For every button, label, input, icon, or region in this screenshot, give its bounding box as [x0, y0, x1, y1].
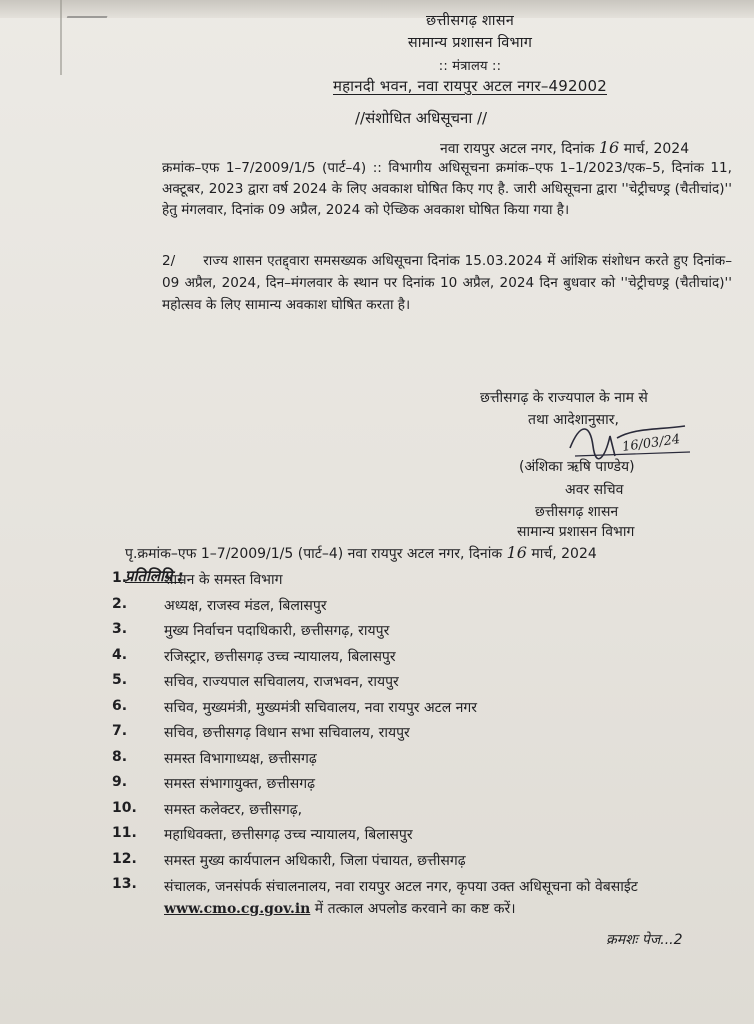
- copy-to-list: [112, 562, 732, 917]
- signature-line-1: छत्तीसगढ़ के राज्यपाल के नाम से: [480, 390, 648, 406]
- list-item-text-end: में तत्काल अपलोड करवाने का कष्ट करें।: [314, 901, 516, 917]
- continued-page-note: क्रमशः पेज...2: [606, 932, 683, 948]
- issue-date-prefix: नवा रायपुर अटल नगर, दिनांक: [440, 141, 595, 157]
- header-government: छत्तीसगढ़ शासन: [426, 13, 514, 29]
- list-item: 8. समस्त विभागाध्यक्ष, छत्तीसगढ़: [112, 748, 317, 767]
- list-item: 3. मुख्य निर्वाचन पदाधिकारी, छत्तीसगढ़, रायपुर: [112, 621, 390, 639]
- signature-date: 16/03/24: [621, 432, 682, 455]
- fold-mark: [67, 0, 114, 18]
- list-item: 2. अध्यक्ष, राजस्व मंडल, बिलासपुर: [112, 595, 327, 614]
- endorsement-prefix: पृ.क्रमांक–एफ 1–7/2009/1/5 (पार्ट–4) नवा रायपुर अटल नगर, दिनांक: [125, 546, 503, 562]
- list-item: 10. समस्त कलेक्टर, छत्तीसगढ़,: [112, 799, 303, 818]
- header-department: सामान्य प्रशासन विभाग: [407, 35, 533, 51]
- list-item: 1. शासन के समस्त विभाग: [112, 570, 283, 588]
- fold-line: [60, 0, 62, 75]
- list-item: 13. संचालक, जनसंपर्क संचालनालय, नवा रायपुर अटल नगर, कृपया उक्त अधिसूचना को वेबसाईट www.cmo.cg.gov.in में तत्काल अपलोड करवाने का कष्ट करें।: [112, 876, 638, 917]
- list-item: 6. सचिव, मुख्यमंत्री, मुख्यमंत्री सचिवालय, नवा रायपुर अटल नगर: [112, 697, 478, 716]
- signatory-org-1: छत्तीसगढ़ शासन: [535, 504, 619, 520]
- list-item-text: संचालक, जनसंपर्क संचालनालय, नवा रायपुर अटल नगर, कृपया उक्त अधिसूचना को वेबसाईट: [164, 879, 638, 895]
- endorsement-line: [125, 543, 597, 563]
- copy-to-label: प्रतिलिपि :: [125, 567, 184, 585]
- paragraph-1: क्रमांक–एफ 1–7/2009/1/5 (पार्ट–4) :: विभागीय अधिसूचना क्रमांक–एफ 1–1/2023/एक–5, दिनांक 11, अक्टूबर, 2023 द्वारा वर्ष 2024 के लिए अवकाश घोषित किए गए है. जारी अधिसूचना द्वारा ''चेट्रीचण्ड्र (चैतीचांद)'' हेतु मंगलवार, दिनांक 09 अप्रैल, 2024 को ऐच्छिक अवकाश घोषित किया गया है।: [162, 160, 732, 218]
- list-item: 5. सचिव, राज्यपाल सचिवालय, राजभवन, रायपुर: [112, 672, 399, 690]
- issue-date: [440, 138, 689, 158]
- list-item: 4. रजिस्ट्रार, छत्तीसगढ़ उच्च न्यायालय, बिलासपुर: [112, 646, 396, 665]
- endorsement-day: 16: [506, 543, 527, 562]
- paragraph-2-number: 2/: [162, 253, 176, 269]
- list-item: 11. महाधिवक्ता, छत्तीसगढ़ उच्च न्यायालय, बिलासपुर: [112, 825, 413, 843]
- document-subject: //संशोधित अधिसूचना //: [355, 109, 488, 127]
- list-item: 7. सचिव, छत्तीसगढ़ विधान सभा सचिवालय, रायपुर: [112, 723, 410, 741]
- signatory-designation: अवर सचिव: [565, 482, 624, 498]
- list-item: 12. समस्त मुख्य कार्यपालन अधिकारी, जिला पंचायत, छत्तीसगढ़: [112, 850, 466, 869]
- header-address: महानदी भवन, नवा रायपुर अटल नगर–492002: [333, 77, 607, 95]
- signatory-org-2: सामान्य प्रशासन विभाग: [517, 524, 635, 540]
- signature-line-2: तथा आदेशानुसार,: [528, 412, 619, 428]
- list-item: 9. समस्त संभागायुक्त, छत्तीसगढ़: [112, 774, 315, 792]
- paragraph-2: [162, 250, 732, 316]
- website-link[interactable]: www.cmo.cg.gov.in: [164, 901, 311, 917]
- header-ministry: :: मंत्रालय ::: [438, 59, 502, 74]
- signatory-name: (अंशिका ऋषि पाण्डेय): [519, 459, 635, 475]
- paragraph-2-text: राज्य शासन एतद्द्वारा समसख्यक अधिसूचना दिनांक 15.03.2024 में आंशिक संशोधन करते हुए दिनांक–09 अप्रैल, 2024, दिन–मंगलवार के स्थान पर दिनांक 10 अप्रैल, 2024 दिन बुधवार को ''चेट्रीचण्ड्र (चैतीचांद)'' महोत्सव के लिए सामान्य अवकाश घोषित करता है।: [162, 253, 732, 313]
- endorsement-suffix: मार्च, 2024: [531, 546, 597, 562]
- issue-date-day: 16: [598, 138, 620, 157]
- issue-date-suffix: मार्च, 2024: [623, 141, 690, 157]
